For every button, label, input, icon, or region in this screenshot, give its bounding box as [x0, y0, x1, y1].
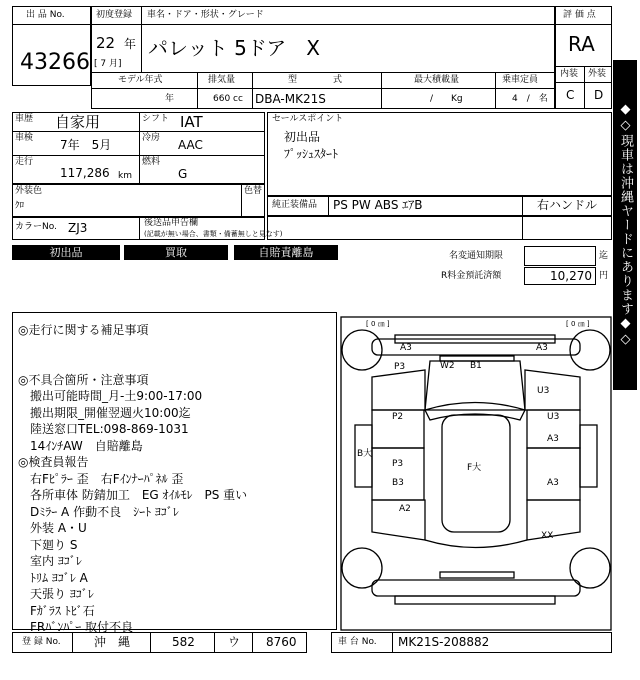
year-value: 22 [96, 34, 116, 52]
damage-mark: A3 [547, 434, 559, 444]
name-change-unit: 迄 [599, 251, 609, 261]
equipment-label: 純正装備品 [272, 200, 318, 210]
remark-line: Dﾐﾗｰ A 作動不良 ｼｰﾄ ﾖｺﾞﾚ [18, 504, 179, 519]
remark-line: 搬出可能時間_月-土9:00-17:00 [18, 389, 203, 403]
damage-mark: P3 [392, 459, 404, 469]
remark-line: 下廻り S [18, 537, 78, 552]
capacity-label: 乗車定員 [502, 75, 539, 85]
displacement-value: 660 cc [213, 94, 243, 104]
post-items-label: 後送品申告欄 [144, 218, 199, 228]
remark-line: ◎不具合箇所・注意事項 [18, 372, 149, 387]
ac-label: 冷房 [142, 133, 161, 143]
inspection-value: 7年 5月 [60, 138, 112, 152]
max-load-value: / Kg [430, 94, 463, 104]
history-label: 車歴 [15, 114, 34, 124]
sales-point-1: 初出品 [284, 130, 321, 144]
damage-mark: A2 [399, 504, 411, 514]
remark-line: ◎検査員報告 [18, 455, 89, 469]
car-name: パレット 5ドア X [148, 36, 320, 60]
displacement-label: 排気量 [208, 75, 236, 85]
corner-right: [ 0 ㎝ ] [566, 320, 590, 328]
chassis-label: 車 台 No. [338, 637, 377, 647]
mileage-label: 走行 [15, 157, 34, 167]
damage-mark: XX [541, 531, 554, 541]
reg-label: 登 録 No. [22, 637, 61, 647]
remark-line: 外装 A・U [18, 521, 87, 535]
color-no-label: カラーNo. [15, 222, 57, 232]
reg-region: 沖 縄 [94, 635, 131, 649]
equipment-value: PS PW ABS ｴｱB [333, 198, 423, 212]
damage-mark: A3 [536, 343, 548, 353]
damage-mark: A3 [547, 478, 559, 488]
exterior-label: 外装 [588, 69, 607, 79]
first-reg-label: 初度登録 [96, 10, 133, 20]
damage-mark: U3 [547, 412, 560, 422]
reg-kana: ウ [228, 635, 241, 649]
lot-label: 出 品 No. [26, 10, 65, 20]
remark-line: FRﾊﾞﾝﾊﾟｰ 取付不良 [18, 620, 134, 634]
damage-mark: W2 [440, 361, 455, 371]
damage-mark: P3 [394, 362, 406, 372]
remark-line: 天張り ﾖｺﾞﾚ [18, 587, 94, 601]
reg-class: 582 [172, 635, 195, 649]
damage-mark: F大 [467, 463, 482, 473]
color-change-label: 色替 [244, 186, 263, 196]
mileage-value: 117,286 [60, 166, 110, 180]
fuel-label: 燃料 [142, 157, 161, 167]
remark-line: 14ｲﾝﾁAW 自賠離島 [18, 438, 143, 453]
post-items-note: (記載が無い場合、書類・備蓄無しと見なす) [144, 230, 283, 238]
interior-value: C [566, 88, 575, 102]
recycle-unit: 円 [599, 271, 609, 281]
remark-line: 室内 ﾖｺﾞﾚ [18, 554, 82, 568]
reg-number: 8760 [266, 635, 297, 649]
remark-line: ﾄﾘﾑ ﾖｺﾞﾚ A [18, 570, 88, 585]
type-label: 型 式 [288, 75, 343, 85]
mileage-unit: km [118, 171, 132, 181]
max-load-label: 最大積載量 [414, 75, 460, 85]
damage-mark: B大 [357, 449, 373, 459]
color-no-value: ZJ3 [68, 221, 88, 235]
damage-mark: A3 [400, 343, 412, 353]
damage-mark: B3 [392, 478, 404, 488]
remark-line: 陸送窓口TEL:098-869-1031 [18, 422, 189, 436]
exterior-value: D [594, 88, 604, 102]
remark-line: Fｶﾞﾗｽ ﾄﾋﾞ石 [18, 603, 95, 618]
damage-mark: P2 [392, 412, 404, 422]
inspection-label: 車検 [15, 133, 34, 143]
chassis-value: MK21S-208882 [398, 635, 490, 649]
grade-value: RA [568, 32, 595, 56]
history-value: 自家用 [55, 113, 101, 131]
recycle-value: 10,270 [550, 269, 592, 283]
capacity-value: 4 / 名 [512, 94, 548, 104]
ac-value: AAC [178, 138, 203, 152]
recycle-label: R料金預託済額 [441, 271, 502, 281]
grade-label: 評 価 点 [563, 10, 596, 20]
model-year-unit: 年 [165, 94, 175, 104]
yard-banner: ◆◇現車は沖縄ヤードにあります◆◇ [613, 60, 637, 390]
damage-mark: U3 [537, 386, 550, 396]
interior-label: 内装 [560, 69, 579, 79]
shift-value: IAT [180, 113, 203, 131]
ext-color-value: ｸﾛ [15, 201, 25, 211]
bar-purchase: 買取 [124, 245, 228, 260]
name-change-label: 名変通知期限 [449, 251, 504, 261]
bar-first-listing: 初出品 [12, 245, 120, 260]
model-header: 車名・ドア・形状・グレード [147, 10, 264, 20]
damage-mark: B1 [470, 361, 482, 371]
remark-line: ◎走行に関する補足事項 [18, 323, 149, 337]
fuel-value: G [178, 167, 188, 181]
sales-point-label: セールスポイント [272, 114, 344, 124]
sales-point-2: ﾌﾟｯｼｭｽﾀｰﾄ [284, 147, 339, 161]
shift-label: シフト [142, 114, 170, 124]
model-year-label: モデル年式 [118, 75, 163, 85]
corner-left: [ 0 ㎝ ] [366, 320, 390, 328]
remark-line: 右Fﾋﾟﾗｰ 歪 右Fｲﾝﾅｰﾊﾟﾈﾙ 歪 [18, 471, 184, 486]
year-unit: 年 [124, 37, 137, 51]
handle-value: 右ハンドル [537, 198, 598, 212]
type-value: DBA-MK21S [255, 92, 326, 106]
remark-line: 搬出期限_開催翌週火10:00迄 [18, 405, 191, 420]
month-value: [ 7 月] [94, 59, 122, 69]
ext-color-label: 外装色 [15, 186, 43, 196]
bar-insurance-island: 自賠責離島 [234, 245, 338, 260]
remark-line: 各所車体 防錆加工 EG ｵｲﾙﾓﾚ PS 重い [18, 488, 248, 502]
lot-number: 43266 [20, 50, 90, 75]
